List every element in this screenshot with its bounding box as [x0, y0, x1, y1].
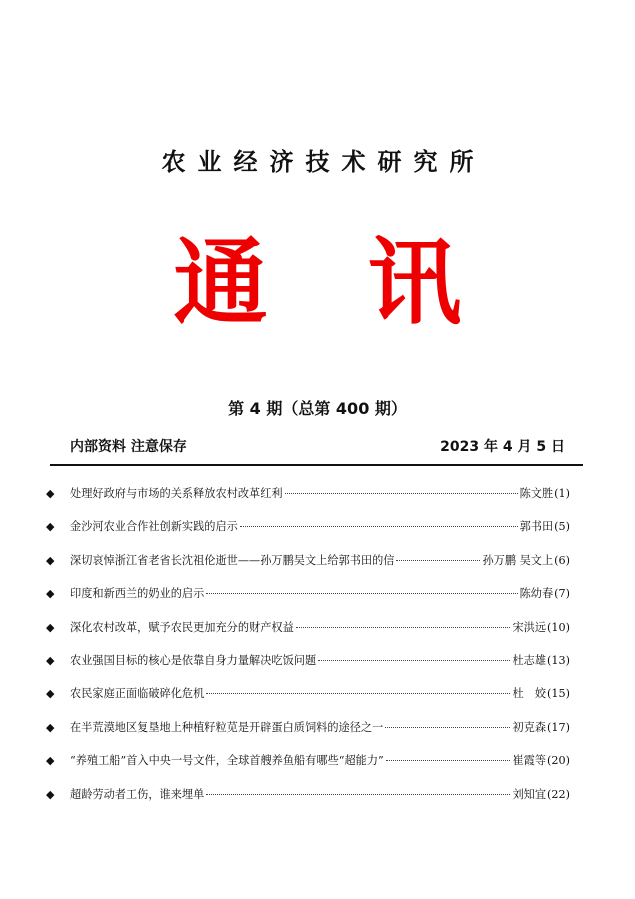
toc-entry-author: 孙万鹏 吴文上 — [482, 553, 554, 567]
dot-leader — [285, 493, 518, 494]
institution-name: 农业经济技术研究所 — [161, 148, 486, 176]
toc-entry-title: 印度和新西兰的奶业的启示 — [70, 587, 205, 601]
header-divider — [50, 464, 583, 466]
diamond-bullet-icon: ◆ — [46, 620, 55, 634]
dot-leader — [318, 660, 510, 661]
classification-note: 内部资料 注意保存 — [70, 439, 187, 455]
toc-entry-page: (13) — [547, 653, 570, 667]
diamond-bullet-icon: ◆ — [46, 687, 55, 701]
toc-entry-title: 深化农村改革，赋予农民更加充分的财产权益 — [70, 620, 294, 634]
dot-leader — [386, 760, 511, 761]
dot-leader — [385, 727, 510, 728]
toc-entry-author: 陈幼春 — [519, 587, 554, 601]
toc-entry-page: (15) — [547, 687, 570, 701]
toc-entry-page: (1) — [554, 487, 570, 500]
toc-entry[interactable] — [46, 752, 570, 785]
toc-entry[interactable] — [46, 786, 570, 819]
toc-entry[interactable] — [46, 685, 570, 718]
toc-entry-author: 刘知宜 — [512, 787, 547, 801]
toc-entry[interactable] — [46, 485, 570, 518]
toc-entry-title: 超龄劳动者工伤，谁来埋单 — [70, 787, 205, 801]
toc-entry-author: 宋洪远 — [512, 620, 547, 634]
toc-entry-page: (7) — [554, 587, 570, 601]
toc-entry-page: (10) — [547, 620, 570, 634]
toc-entry-page: (22) — [547, 787, 570, 801]
toc-entry-page: (5) — [554, 520, 570, 534]
dot-leader — [296, 627, 511, 628]
toc-entry-page: (17) — [547, 720, 570, 734]
diamond-bullet-icon: ◆ — [46, 720, 55, 734]
diamond-bullet-icon: ◆ — [46, 787, 55, 801]
toc-entry-title: 在半荒漠地区复垦地上种植籽粒苋是开辟蛋白质饲料的途径之一 — [70, 720, 384, 734]
toc-entry[interactable] — [46, 652, 570, 685]
toc-entry-title: 处理好政府与市场的关系释放农村改革红利 — [70, 487, 283, 500]
toc-entry-author: 初克森 — [512, 720, 547, 734]
toc-entry-author: 杜 姣 — [512, 687, 547, 701]
toc-entry-page: (6) — [554, 553, 570, 567]
dot-leader — [206, 593, 517, 594]
toc-entry-author: 郭书田 — [519, 520, 554, 534]
diamond-bullet-icon: ◆ — [46, 653, 55, 667]
toc-entry-author: 崔霞等 — [512, 754, 547, 768]
diamond-bullet-icon: ◆ — [46, 553, 55, 567]
diamond-bullet-icon: ◆ — [46, 520, 55, 534]
toc-entry[interactable] — [46, 619, 570, 652]
toc-entry[interactable] — [46, 585, 570, 618]
dot-leader — [206, 693, 510, 694]
diamond-bullet-icon: ◆ — [46, 587, 55, 601]
diamond-bullet-icon: ◆ — [46, 754, 55, 768]
table-of-contents — [46, 485, 570, 819]
toc-entry[interactable] — [46, 518, 570, 551]
toc-entry-title: 金沙河农业合作社创新实践的启示 — [70, 520, 238, 534]
toc-entry[interactable] — [46, 719, 570, 752]
dot-leader — [206, 794, 510, 795]
newsletter-title: 通讯 — [173, 228, 562, 338]
toc-entry-title: 农业强国目标的核心是依靠自身力量解决吃饭问题 — [70, 653, 317, 667]
toc-entry-author: 陈文胜 — [519, 487, 554, 500]
toc-entry[interactable] — [46, 552, 570, 585]
issue-number: 第 4 期（总第 400 期） — [228, 399, 407, 418]
toc-entry-title: 农民家庭正面临破碎化危机 — [70, 687, 205, 701]
diamond-bullet-icon: ◆ — [46, 487, 55, 500]
publication-date: 2023 年 4 月 5 日 — [440, 439, 565, 455]
toc-entry-page: (20) — [547, 754, 570, 768]
toc-entry-title: “养殖工船”首入中央一号文件，全球首艘养鱼船有哪些“超能力” — [70, 754, 384, 768]
dot-leader — [240, 526, 518, 527]
dot-leader — [396, 560, 480, 561]
toc-entry-author: 杜志雄 — [512, 653, 547, 667]
toc-entry-title: 深切哀悼浙江省老省长沈祖伦逝世——孙万鹏吴文上给郭书田的信 — [70, 553, 395, 567]
